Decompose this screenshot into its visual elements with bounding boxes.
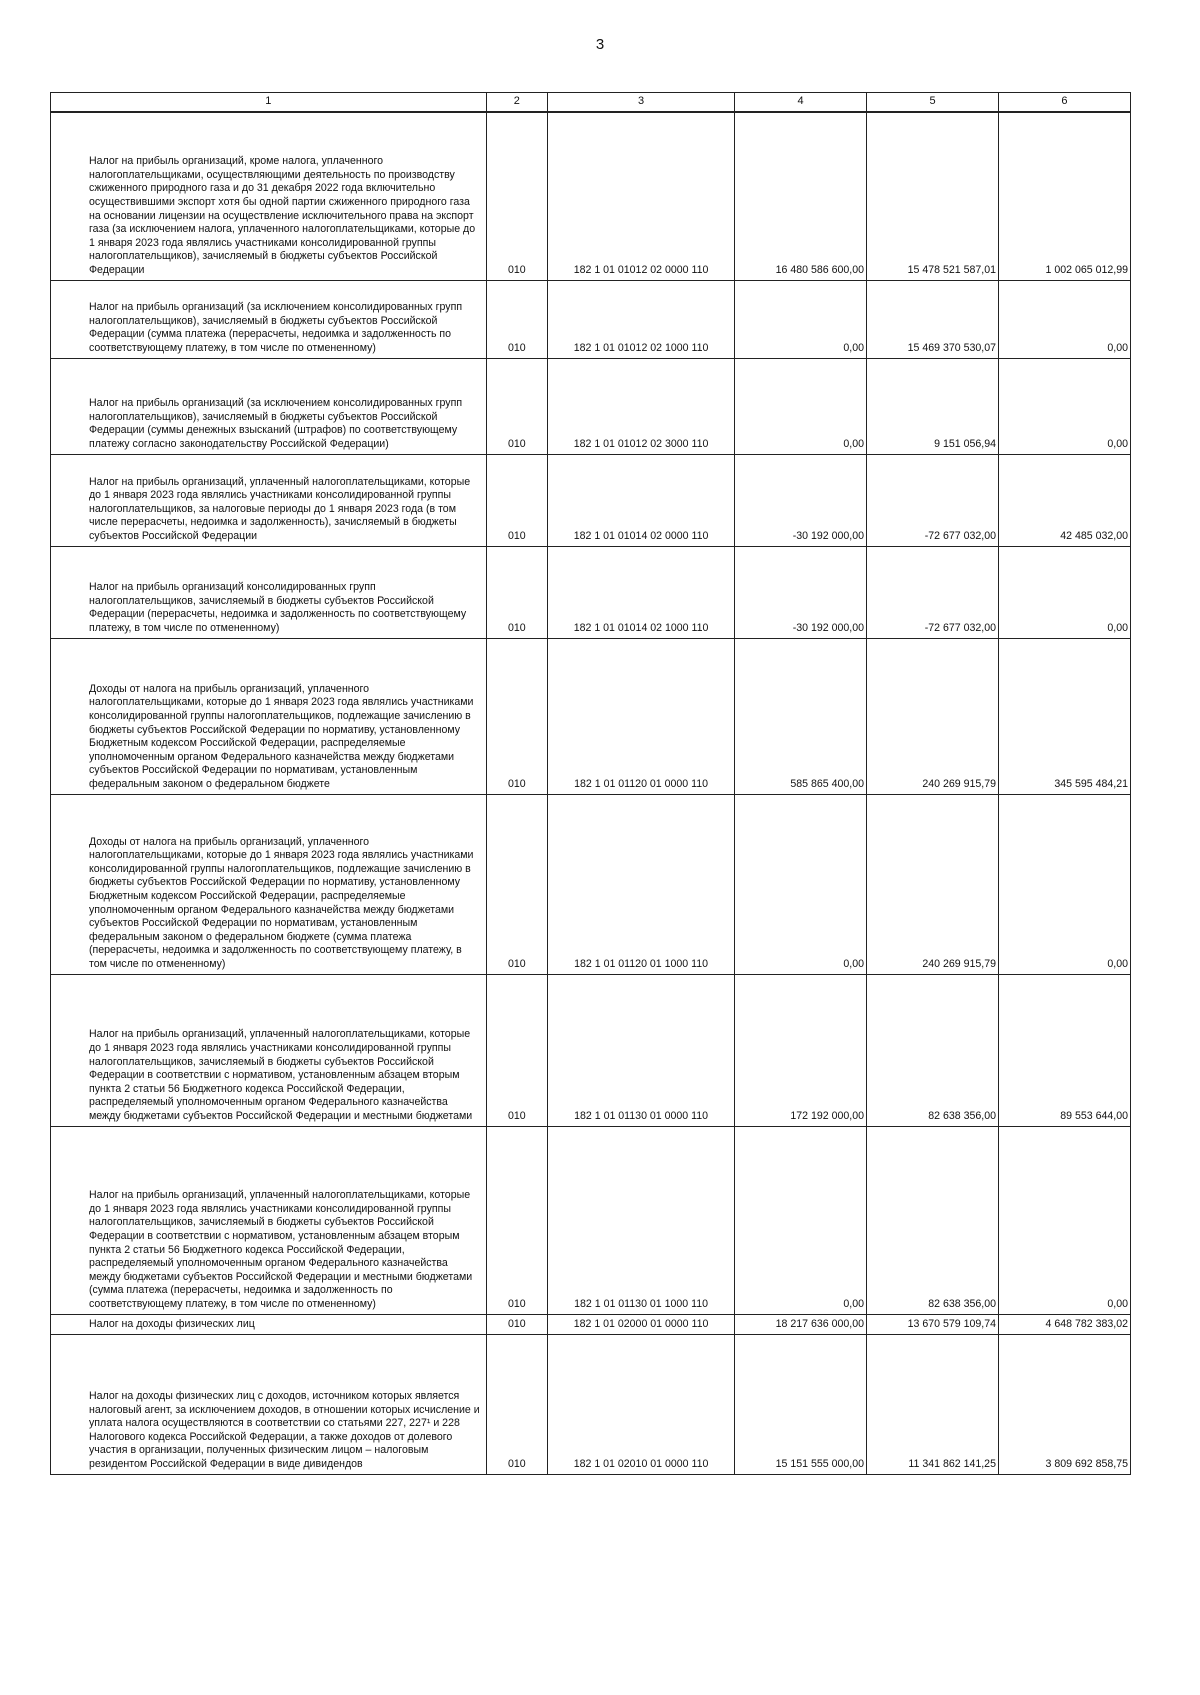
row-line-code: 010 (486, 974, 548, 1126)
row-line-code: 010 (486, 112, 548, 280)
table-row (51, 454, 1131, 546)
row-col4-value: 0,00 (735, 280, 867, 358)
row-budget-code: 182 1 01 01120 01 1000 110 (548, 794, 735, 974)
row-description: Налог на прибыль организаций, уплаченный налогоплательщиками, которые до 1 января 2023 года являлись участниками консолидированной группы налогоплательщиков, за налоговые периоды до 1 января 2023 года (в том числе перерасчеты, недоимка и задолженность), зачисляемый в бюджеты субъектов Российской Федерации (51, 454, 487, 546)
row-budget-code: 182 1 01 01012 02 3000 110 (548, 358, 735, 454)
header-cell-3: 3 (548, 93, 735, 113)
row-budget-code: 182 1 01 01014 02 0000 110 (548, 454, 735, 546)
row-col4-value: -30 192 000,00 (735, 546, 867, 638)
header-cell-4: 4 (735, 93, 867, 113)
table-row (51, 546, 1131, 638)
row-col6-value: 0,00 (998, 794, 1130, 974)
row-budget-code: 182 1 01 01130 01 0000 110 (548, 974, 735, 1126)
table-header-row (51, 93, 1131, 113)
header-cell-2: 2 (486, 93, 548, 113)
row-line-code: 010 (486, 638, 548, 794)
row-col4-value: 18 217 636 000,00 (735, 1314, 867, 1334)
row-budget-code: 182 1 01 02010 01 0000 110 (548, 1334, 735, 1474)
row-col6-value: 0,00 (998, 1126, 1130, 1314)
header-cell-6: 6 (998, 93, 1130, 113)
table-row (51, 1334, 1131, 1474)
row-description: Налог на прибыль организаций, уплаченный налогоплательщиками, которые до 1 января 2023 года являлись участниками консолидированной группы налогоплательщиков, зачисляемый в бюджеты субъектов Российской Федерации в соответствии с нормативом, установленным абзацем вторым пункта 2 статьи 56 Бюджетного кодекса Российской Федерации, распределяемый уполномоченным органом Федерального казначейства между бюджетами субъектов Российской Федерации и местными бюджетами (сумма платежа (перерасчеты, недоимка и задолженность по соответствующему платежу, в том числе по отмененному) (51, 1126, 487, 1314)
table-row (51, 1314, 1131, 1334)
row-description: Налог на доходы физических лиц с доходов, источником которых является налоговый агент, за исключением доходов, в отношении которых исчисление и уплата налога осуществляются в соответствии со статьями 227, 227¹ и 228 Налогового кодекса Российской Федерации, а также доходов от долевого участия в организации, полученных физическим лицом – налоговым резидентом Российской Федерации в виде дивидендов (51, 1334, 487, 1474)
row-description: Налог на прибыль организаций (за исключением консолидированных групп налогоплательщиков), зачисляемый в бюджеты субъектов Российской Федерации (суммы денежных взысканий (штрафов) по соответствующему платежу согласно законодательству Российской Федерации) (51, 358, 487, 454)
row-col4-value: 0,00 (735, 358, 867, 454)
row-col4-value: 16 480 586 600,00 (735, 112, 867, 280)
row-budget-code: 182 1 01 02000 01 0000 110 (548, 1314, 735, 1334)
row-line-code: 010 (486, 546, 548, 638)
row-col4-value: 585 865 400,00 (735, 638, 867, 794)
row-col5-value: 15 478 521 587,01 (867, 112, 999, 280)
row-col6-value: 3 809 692 858,75 (998, 1334, 1130, 1474)
row-description: Налог на прибыль организаций, кроме налога, уплаченного налогоплательщиками, осуществляющими деятельность по производству сжиженного природного газа и до 31 декабря 2022 года включительно осуществившими экспорт хотя бы одной партии сжиженного природного газа на основании лицензии на осуществление исключительного права на экспорт газа (за исключением налога, уплаченного налогоплательщиками, которые до 1 января 2023 года являлись участниками консолидированной группы налогоплательщиков), зачисляемый в бюджеты субъектов Российской Федерации (51, 112, 487, 280)
row-col5-value: 15 469 370 530,07 (867, 280, 999, 358)
table-row (51, 1126, 1131, 1314)
header-cell-1: 1 (51, 93, 487, 113)
table-row (51, 112, 1131, 280)
row-col5-value: 11 341 862 141,25 (867, 1334, 999, 1474)
row-budget-code: 182 1 01 01120 01 0000 110 (548, 638, 735, 794)
row-col5-value: 82 638 356,00 (867, 974, 999, 1126)
row-col5-value: -72 677 032,00 (867, 454, 999, 546)
table-row (51, 358, 1131, 454)
row-description: Налог на доходы физических лиц (51, 1314, 487, 1334)
row-col5-value: 13 670 579 109,74 (867, 1314, 999, 1334)
row-col4-value: -30 192 000,00 (735, 454, 867, 546)
row-col6-value: 4 648 782 383,02 (998, 1314, 1130, 1334)
header-cell-5: 5 (867, 93, 999, 113)
row-col4-value: 0,00 (735, 794, 867, 974)
row-line-code: 010 (486, 794, 548, 974)
row-col5-value: -72 677 032,00 (867, 546, 999, 638)
row-col6-value: 0,00 (998, 280, 1130, 358)
row-col6-value: 0,00 (998, 546, 1130, 638)
row-description: Доходы от налога на прибыль организаций, уплаченного налогоплательщиками, которые до 1 января 2023 года являлись участниками консолидированной группы налогоплательщиков, подлежащие зачислению в бюджеты субъектов Российской Федерации по нормативу, установленному Бюджетным кодексом Российской Федерации, распределяемые уполномоченным органом Федерального казначейства между бюджетами субъектов Российской Федерации по нормативам, установленным федеральным законом о федеральном бюджете (51, 638, 487, 794)
row-col5-value: 82 638 356,00 (867, 1126, 999, 1314)
row-budget-code: 182 1 01 01014 02 1000 110 (548, 546, 735, 638)
table-row (51, 794, 1131, 974)
row-line-code: 010 (486, 280, 548, 358)
row-description: Доходы от налога на прибыль организаций, уплаченного налогоплательщиками, которые до 1 января 2023 года являлись участниками консолидированной группы налогоплательщиков, подлежащие зачислению в бюджеты субъектов Российской Федерации по нормативу, установленному Бюджетным кодексом Российской Федерации, распределяемые уполномоченным органом Федерального казначейства между бюджетами субъектов Российской Федерации по нормативам, установленным федеральным законом о федеральном бюджете (сумма платежа (перерасчеты, недоимка и задолженность по соответствующему платежу, в том числе по отмененному) (51, 794, 487, 974)
page-number: 3 (595, 36, 605, 53)
row-col4-value: 0,00 (735, 1126, 867, 1314)
row-line-code: 010 (486, 1334, 548, 1474)
row-col6-value: 0,00 (998, 358, 1130, 454)
row-budget-code: 182 1 01 01012 02 0000 110 (548, 112, 735, 280)
row-col5-value: 240 269 915,79 (867, 638, 999, 794)
table-row (51, 974, 1131, 1126)
row-line-code: 010 (486, 1314, 548, 1334)
row-col6-value: 42 485 032,00 (998, 454, 1130, 546)
row-line-code: 010 (486, 454, 548, 546)
row-description: Налог на прибыль организаций (за исключением консолидированных групп налогоплательщиков), зачисляемый в бюджеты субъектов Российской Федерации (сумма платежа (перерасчеты, недоимка и задолженность по соответствующему платежу, в том числе по отмененному) (51, 280, 487, 358)
row-line-code: 010 (486, 358, 548, 454)
row-col5-value: 9 151 056,94 (867, 358, 999, 454)
row-col4-value: 172 192 000,00 (735, 974, 867, 1126)
table-row (51, 638, 1131, 794)
revenue-table (50, 92, 1131, 1475)
table-row (51, 280, 1131, 358)
row-col6-value: 1 002 065 012,99 (998, 112, 1130, 280)
row-line-code: 010 (486, 1126, 548, 1314)
row-col5-value: 240 269 915,79 (867, 794, 999, 974)
row-budget-code: 182 1 01 01012 02 1000 110 (548, 280, 735, 358)
row-description: Налог на прибыль организаций, уплаченный налогоплательщиками, которые до 1 января 2023 года являлись участниками консолидированной группы налогоплательщиков, зачисляемый в бюджеты субъектов Российской Федерации в соответствии с нормативом, установленным абзацем вторым пункта 2 статьи 56 Бюджетного кодекса Российской Федерации, распределяемый уполномоченным органом Федерального казначейства между бюджетами субъектов Российской Федерации и местными бюджетами (51, 974, 487, 1126)
row-budget-code: 182 1 01 01130 01 1000 110 (548, 1126, 735, 1314)
row-col6-value: 89 553 644,00 (998, 974, 1130, 1126)
row-description: Налог на прибыль организаций консолидированных групп налогоплательщиков, зачисляемый в бюджеты субъектов Российской Федерации (перерасчеты, недоимка и задолженность по соответствующему платежу, в том числе по отмененному) (51, 546, 487, 638)
row-col6-value: 345 595 484,21 (998, 638, 1130, 794)
row-col4-value: 15 151 555 000,00 (735, 1334, 867, 1474)
